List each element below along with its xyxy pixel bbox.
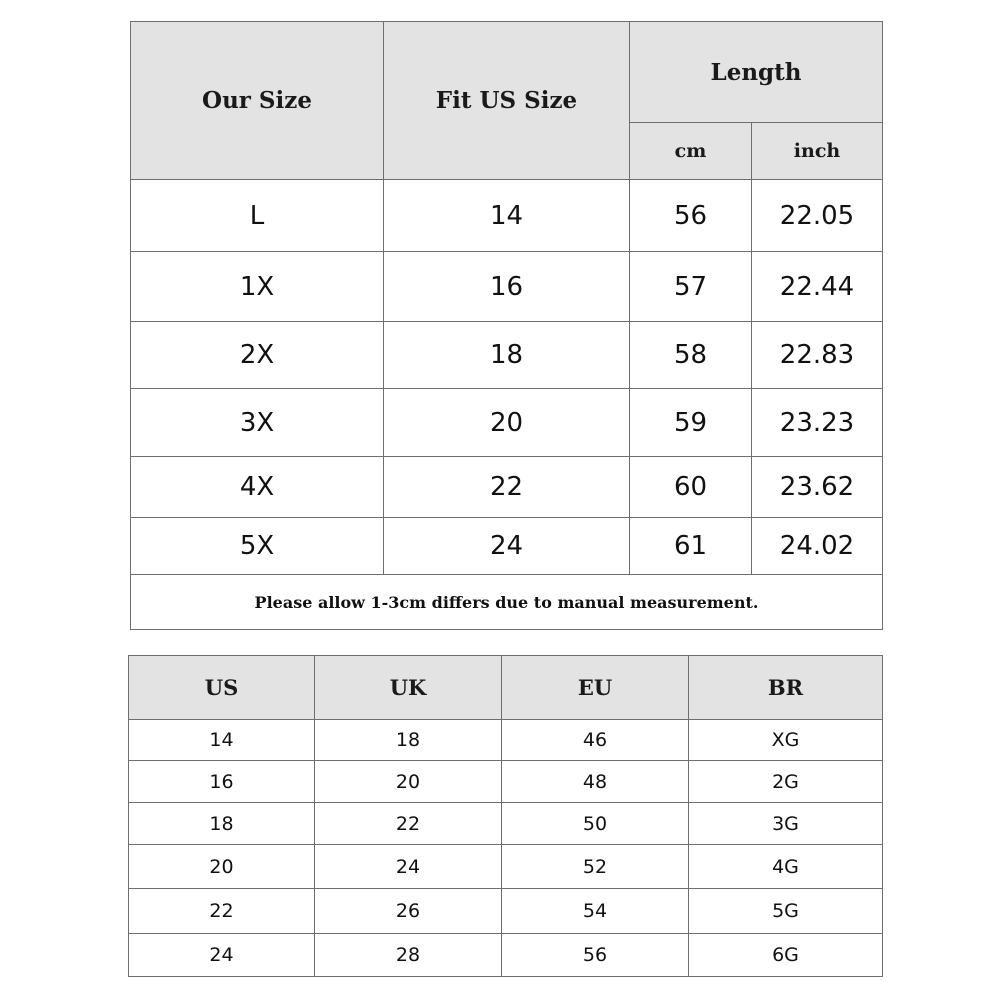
fit-us-cell: 16 xyxy=(384,252,630,322)
fit-us-cell: 14 xyxy=(384,180,630,252)
eu-cell: 48 xyxy=(502,761,689,803)
cm-cell: 58 xyxy=(630,322,752,389)
header-length: Length xyxy=(630,22,883,123)
table-row xyxy=(131,252,883,322)
cm-cell: 60 xyxy=(630,457,752,518)
header-inch: inch xyxy=(752,123,883,180)
our-size-cell: 4X xyxy=(131,457,384,518)
uk-cell: 18 xyxy=(315,720,502,761)
fit-us-cell: 22 xyxy=(384,457,630,518)
table-row xyxy=(129,934,883,977)
inch-cell: 22.83 xyxy=(752,322,883,389)
us-cell: 14 xyxy=(129,720,315,761)
us-cell: 16 xyxy=(129,761,315,803)
inch-cell: 22.05 xyxy=(752,180,883,252)
cm-cell: 56 xyxy=(630,180,752,252)
our-size-cell: 1X xyxy=(131,252,384,322)
table-row xyxy=(129,803,883,845)
header-our-size: Our Size xyxy=(131,22,384,180)
table-row xyxy=(129,761,883,803)
table-row xyxy=(129,845,883,889)
inch-cell: 22.44 xyxy=(752,252,883,322)
table-row xyxy=(129,889,883,934)
eu-cell: 54 xyxy=(502,889,689,934)
us-cell: 22 xyxy=(129,889,315,934)
our-size-cell: 5X xyxy=(131,518,384,575)
us-cell: 20 xyxy=(129,845,315,889)
table-row xyxy=(131,389,883,457)
us-cell: 24 xyxy=(129,934,315,977)
br-cell: 2G xyxy=(689,761,883,803)
inch-cell: 24.02 xyxy=(752,518,883,575)
br-cell: XG xyxy=(689,720,883,761)
header-uk: UK xyxy=(315,656,502,720)
header-cm: cm xyxy=(630,123,752,180)
br-cell: 4G xyxy=(689,845,883,889)
br-cell: 5G xyxy=(689,889,883,934)
uk-cell: 20 xyxy=(315,761,502,803)
uk-cell: 24 xyxy=(315,845,502,889)
header-fit-us-size: Fit US Size xyxy=(384,22,630,180)
size-conversion-table xyxy=(128,655,883,977)
header-us: US xyxy=(129,656,315,720)
size-chart-table xyxy=(130,21,883,630)
header-eu: EU xyxy=(502,656,689,720)
table-row xyxy=(131,180,883,252)
table-row xyxy=(129,720,883,761)
uk-cell: 22 xyxy=(315,803,502,845)
fit-us-cell: 18 xyxy=(384,322,630,389)
inch-cell: 23.23 xyxy=(752,389,883,457)
br-cell: 3G xyxy=(689,803,883,845)
eu-cell: 52 xyxy=(502,845,689,889)
header-br: BR xyxy=(689,656,883,720)
table-row xyxy=(131,457,883,518)
table-row xyxy=(131,518,883,575)
uk-cell: 26 xyxy=(315,889,502,934)
us-cell: 18 xyxy=(129,803,315,845)
cm-cell: 57 xyxy=(630,252,752,322)
our-size-cell: L xyxy=(131,180,384,252)
uk-cell: 28 xyxy=(315,934,502,977)
cm-cell: 61 xyxy=(630,518,752,575)
measurement-note: Please allow 1-3cm differs due to manual measurement. xyxy=(131,575,883,630)
our-size-cell: 3X xyxy=(131,389,384,457)
eu-cell: 56 xyxy=(502,934,689,977)
fit-us-cell: 24 xyxy=(384,518,630,575)
cm-cell: 59 xyxy=(630,389,752,457)
eu-cell: 46 xyxy=(502,720,689,761)
inch-cell: 23.62 xyxy=(752,457,883,518)
fit-us-cell: 20 xyxy=(384,389,630,457)
eu-cell: 50 xyxy=(502,803,689,845)
br-cell: 6G xyxy=(689,934,883,977)
our-size-cell: 2X xyxy=(131,322,384,389)
table-row xyxy=(131,322,883,389)
